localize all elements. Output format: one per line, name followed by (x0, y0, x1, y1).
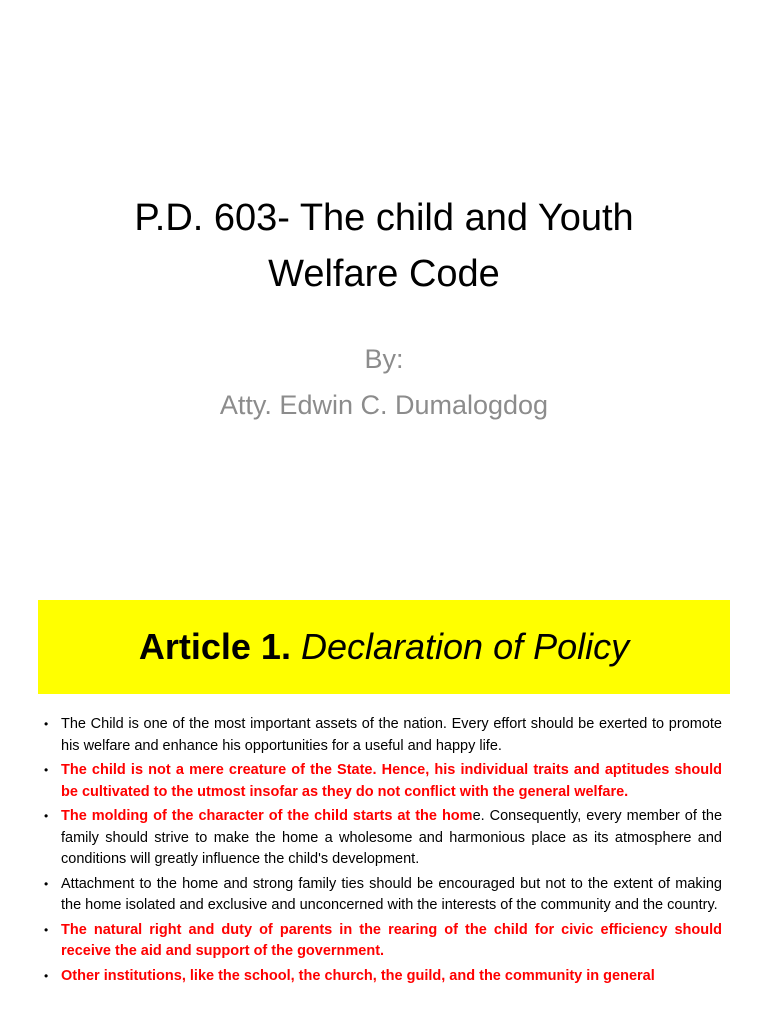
bullet-emphasis: Other institutions, like the school, the church, the guild, and the community in general (61, 967, 655, 984)
bullet-icon: • (44, 922, 49, 937)
article-slide (0, 576, 768, 1024)
bullet-text: Attachment to the home and strong family ties should be encouraged but not to the extent of making the home isolated and exclusive and unconcerned with the interests of the community and the country. (61, 875, 722, 913)
slide-title (60, 190, 708, 302)
bullet-icon: • (44, 717, 49, 731)
title-line-2: Welfare Code (268, 253, 500, 295)
bullet-icon: • (44, 968, 49, 983)
policy-bullet-list (44, 714, 722, 990)
bullet-icon: • (44, 763, 49, 777)
policy-bullet (44, 920, 722, 963)
policy-bullet (44, 966, 722, 988)
bullet-icon: • (44, 809, 49, 823)
article-heading-banner (38, 600, 730, 694)
policy-bullet (44, 760, 722, 803)
bullet-text: e. Consequently, every member of the family should strive to make the home a wholesome and harmonious place as its atmosphere and conditions will greatly influence the child's development. (61, 808, 723, 867)
policy-bullet (44, 806, 722, 871)
title-line-1: P.D. 603- The child and Youth (134, 197, 634, 239)
bullet-emphasis: The natural right and duty of parents in the rearing of the child for civic efficiency should receive the aid and support of the government. (61, 921, 722, 959)
article-number: Article 1. (138, 626, 291, 667)
subtitle-author: Atty. Edwin C. Dumalogdog (219, 390, 549, 420)
bullet-text: The Child is one of the most important assets of the nation. Every effort should be exerted to promote his welfare and enhance his opportunities for a useful and happy life. (61, 716, 722, 754)
slide-subtitle (60, 336, 708, 428)
bullet-emphasis: The child is not a mere creature of the State. Hence, his individual traits and aptitudes should be cultivated to the utmost insofar as they do not conflict with the general welfare. (61, 762, 722, 800)
policy-bullet (44, 714, 722, 757)
article-title: Declaration of Policy (300, 626, 630, 667)
bullet-icon: • (44, 876, 49, 891)
policy-bullet (44, 874, 722, 917)
subtitle-by: By: (364, 344, 404, 374)
bullet-emphasis: The molding of the character of the child starts at the hom (61, 808, 473, 824)
article-heading (139, 626, 629, 668)
